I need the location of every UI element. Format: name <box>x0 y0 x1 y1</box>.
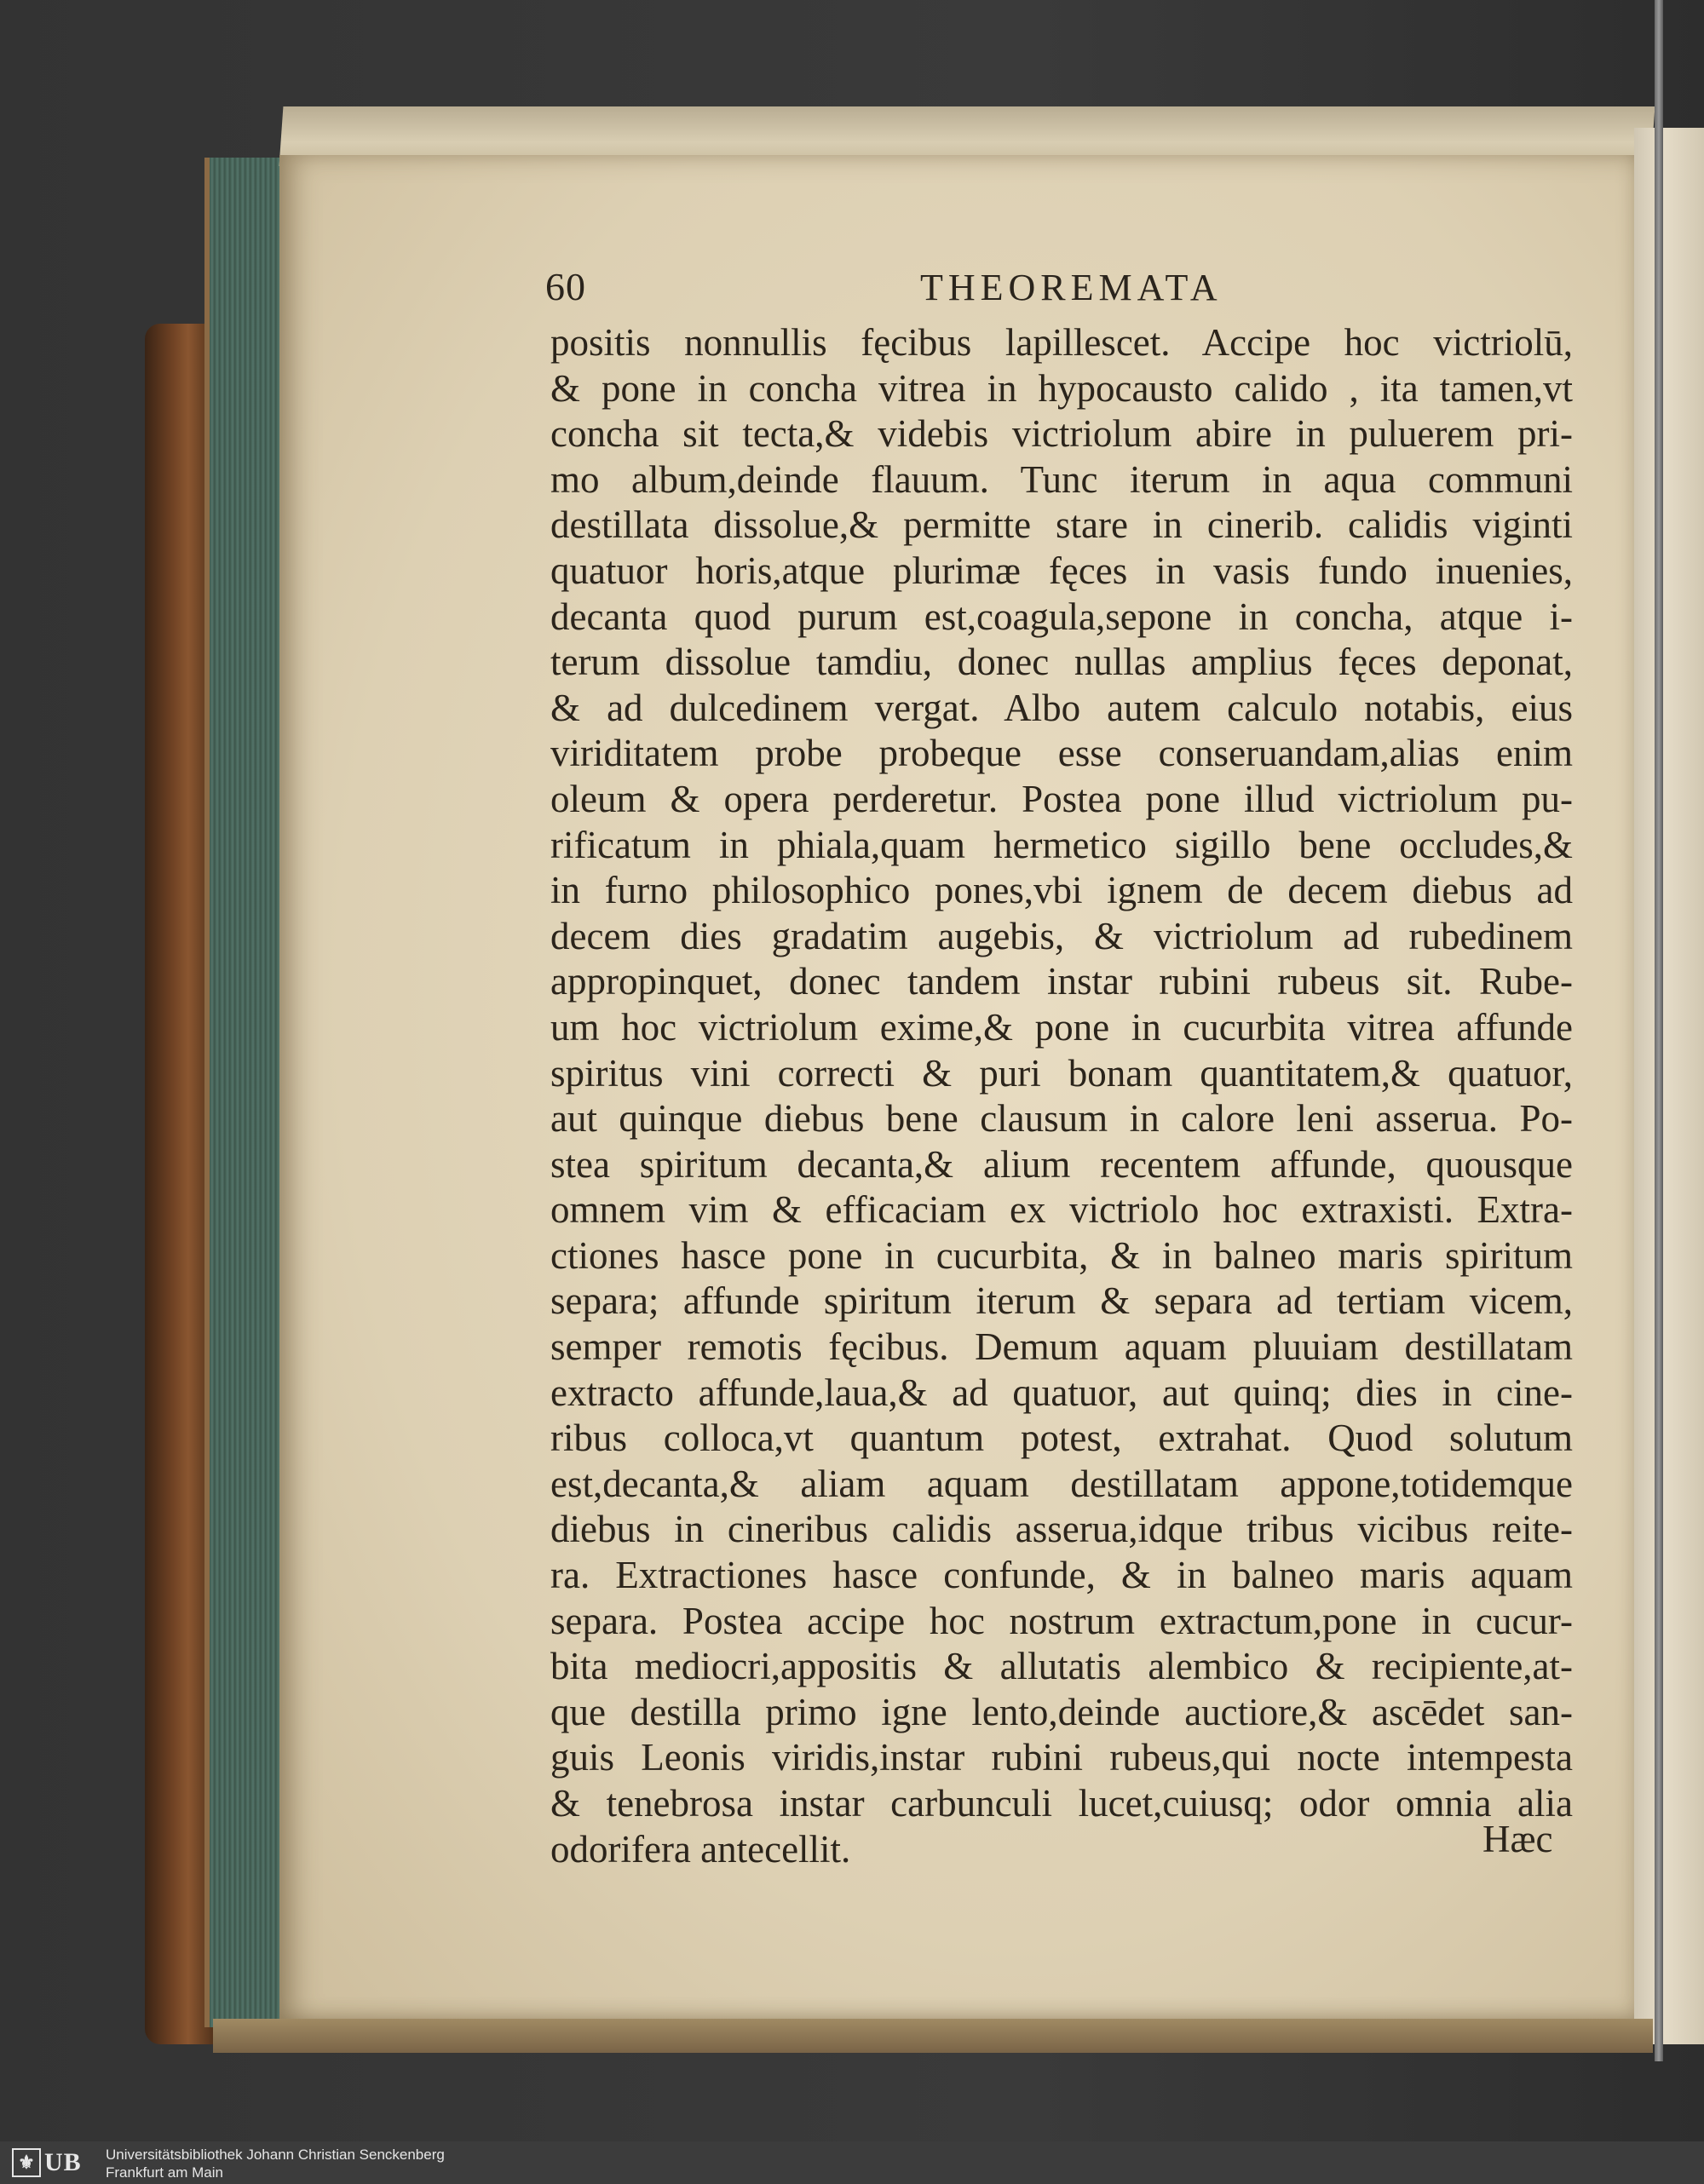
text-line: ctiones hasce pone in cucurbita, & in balneo maris spiritum <box>550 1233 1573 1277</box>
text-line: separa. Postea accipe hoc nostrum extractum,pone in cucur- <box>550 1599 1573 1642</box>
logo-emblem-icon: ⚜ <box>12 2148 41 2177</box>
facing-page-edge <box>1634 128 1704 2044</box>
page-block-edge <box>204 158 288 2027</box>
text-line: guis Leonis viridis,instar rubini rubeus,qui nocte intempesta <box>550 1736 1573 1779</box>
text-line: est,decanta,& aliam aquam destillatam appone,totidemque <box>550 1462 1573 1505</box>
footer-bar <box>0 2141 1704 2184</box>
institution-line-1: Universitätsbibliothek Johann Christian Senckenberg <box>106 2147 445 2163</box>
text-line: extracto affunde,laua,& ad quatuor, aut quinq; dies in cine- <box>550 1371 1573 1414</box>
institution-line-2: Frankfurt am Main <box>106 2164 223 2181</box>
body-text <box>550 320 1573 1872</box>
text-line: appropinquet, donec tandem instar rubini rubeus sit. Rube- <box>550 960 1573 1003</box>
page-bottom-edge <box>213 2019 1653 2053</box>
text-line: mo album,deinde flauum. Tunc iterum in aqua communi <box>550 457 1573 501</box>
text-line: quatuor horis,atque plurimæ fęces in vasis fundo inuenies, <box>550 549 1573 592</box>
text-line: separa; affunde spiritum iterum & separa ad tertiam vicem, <box>550 1279 1573 1323</box>
text-line: bita mediocri,appositis & allutatis alembico & recipiente,at- <box>550 1645 1573 1688</box>
text-line: decanta quod purum est,coagula,sepone in concha, atque i- <box>550 595 1573 638</box>
text-line: & tenebrosa instar carbunculi lucet,cuiusq; odor omnia alia <box>550 1782 1573 1825</box>
text-line: decem dies gradatim augebis, & victriolum ad rubedinem <box>550 914 1573 957</box>
text-line: semper remotis fęcibus. Demum aquam pluuiam destillatam <box>550 1325 1573 1369</box>
catchword: Hæc <box>1482 1818 1553 1860</box>
text-line: spiritus vini correcti & puri bonam quantitatem,& quatuor, <box>550 1051 1573 1095</box>
text-line: rificatum in phiala,quam hermetico sigillo bene occludes,& <box>550 823 1573 866</box>
scan-clamp-bar <box>1655 0 1663 2061</box>
text-line: terum dissolue tamdiu, donec nullas amplius fęces deponat, <box>550 641 1573 684</box>
institution-name <box>106 2146 445 2181</box>
text-line: destillata dissolue,& permitte stare in cinerib. calidis viginti <box>550 503 1573 547</box>
text-line: aut quinque diebus bene clausum in calore leni asserua. Po- <box>550 1097 1573 1141</box>
text-line: que destilla primo igne lento,deinde auctiore,& ascēdet san- <box>550 1690 1573 1733</box>
text-line: oleum & opera perderetur. Postea pone illud victriolum pu- <box>550 777 1573 820</box>
logo-letters: UB <box>44 2148 82 2176</box>
text-line: ra. Extractiones hasce confunde, & in balneo maris aquam <box>550 1554 1573 1597</box>
page-number: 60 <box>545 265 586 308</box>
text-line: omnem vim & efficaciam ex victriolo hoc extraxisti. Extra- <box>550 1188 1573 1232</box>
text-line: um hoc victriolum exime,& pone in cucurbita vitrea affunde <box>550 1005 1573 1049</box>
text-line: & ad dulcedinem vergat. Albo autem calculo notabis, eius <box>550 686 1573 729</box>
text-line: positis nonnullis fęcibus lapillescet. Accipe hoc victriolū, <box>550 321 1573 364</box>
text-line: viriditatem probe probeque esse conseruandam,alias enim <box>550 732 1573 775</box>
text-line: odorifera antecellit. <box>550 1827 851 1871</box>
text-line: stea spiritum decanta,& alium recentem affunde, quousque <box>550 1142 1573 1186</box>
ub-logo[interactable] <box>12 2148 97 2177</box>
text-line: & pone in concha vitrea in hypocausto calido , ita tamen,vt <box>550 366 1573 410</box>
text-line: diebus in cineribus calidis asserua,idque tribus vicibus reite- <box>550 1508 1573 1551</box>
text-line: concha sit tecta,& videbis victriolum abire in puluerem pri- <box>550 412 1573 456</box>
running-title: THEOREMATA <box>920 267 1223 308</box>
text-line: in furno philosophico pones,vbi ignem de decem diebus ad <box>550 869 1573 912</box>
page-header <box>545 264 1568 315</box>
text-line: ribus colloca,vt quantum potest, extrahat. Quod solutum <box>550 1417 1573 1460</box>
